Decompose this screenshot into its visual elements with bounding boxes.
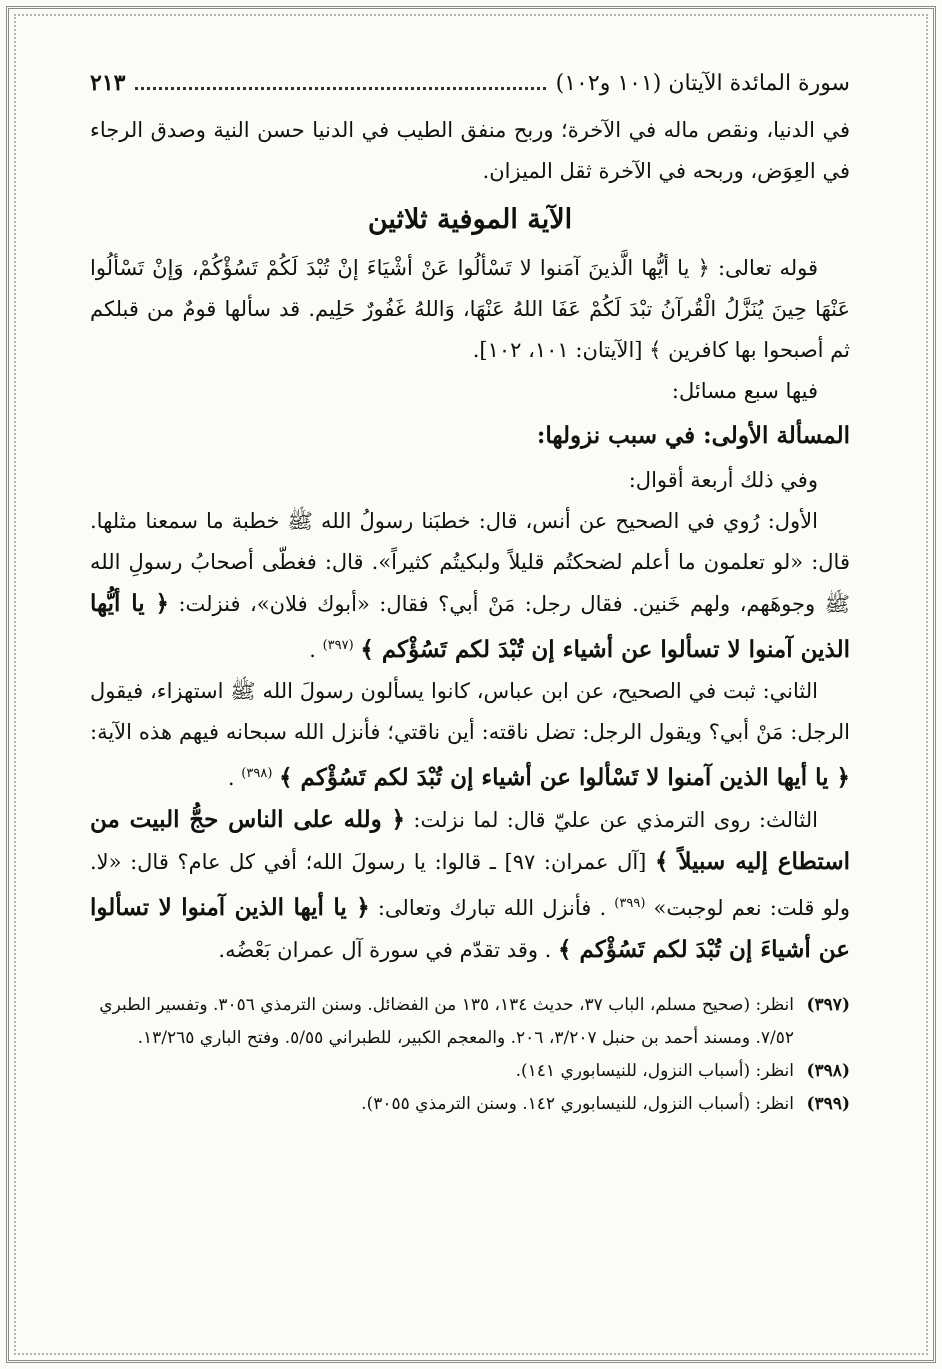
second-saying — [90, 671, 850, 799]
issues-count: فيها سبع مسائل: — [671, 379, 818, 403]
four-sayings: وفي ذلك أربعة أقوال: — [628, 468, 818, 492]
footnote-number: (٣٩٩) — [806, 1094, 850, 1114]
surah-title: سورة المائدة الآيتان (١٠١ و١٠٢) — [555, 70, 850, 96]
period: . — [309, 638, 316, 662]
leader-dots — [135, 77, 545, 90]
third-saying-text-b: [آل عمران: ٩٧] ـ قالوا: يا رسولَ الله؛ أفي كل عام؟ قال: «لا. ولو قلت: نعم لوجبت» — [90, 850, 850, 920]
first-saying-verse: ﴿ يا أيُّها الذين آمنوا لا تسألوا عن أشياء إن تُبْدَ لكم تَسُؤْكم ﴾ — [90, 590, 850, 663]
third-saying-text-a: الثالث: روى الترمذي عن عليّ قال: لما نزلت: — [413, 808, 818, 832]
third-saying-verse-1: ﴿ ولله على الناس حجُّ البيت من استطاع إليه سبيلاً ﴾ — [90, 806, 850, 875]
third-saying-verse-2: ﴿ يا أيها الذين آمنوا لا تسألوا عن أشياءَ إن تُبْدَ لكم تَسُؤْكم ﴾ — [90, 894, 850, 963]
footnote-number: (٣٩٧) — [806, 995, 850, 1015]
second-saying-text: الثاني: ثبت في الصحيح، عن ابن عباس، كانوا يسألون رسولَ الله ﷺ استهزاء، فيقول الرجل: مَنْ أبي؟ ويقول الرجل: تضل ناقته: أين ناقتي؛ فأنزل الله سبحانه فيهم هذه الآية: — [90, 679, 850, 744]
page-number: ٢١٣ — [90, 70, 126, 96]
footnotes — [90, 989, 850, 1121]
first-saying — [90, 501, 850, 671]
footnote-ref-398[interactable]: (٣٩٨) — [241, 766, 273, 781]
footnote-text: انظر: (أسباب النزول، للنيسابوري ١٤١). — [515, 1061, 794, 1081]
first-saying-text: الأول: رُوي في الصحيح عن أنس، قال: خطبَنا رسولُ الله ﷺ خطبة ما سمعنا مثلها. قال: «لو تعلمون ما أعلم لضحكتُم قليلاً ولبكيتُم كثيراً». قال: فغطّى أصحابُ رسولِ الله ﷺ وجوهَهم، ولهم خَنين. فقال رجل: مَنْ أبي؟ فقال: «أبوك فلان»، فنزلت: — [90, 509, 850, 616]
intro-paragraph: في الدنيا، ونقص ماله في الآخرة؛ وربح منفق الطيب في الدنيا حسن النية وصدق الرجاء في العِوَض، وربحه في الآخرة ثقل الميزان. — [90, 118, 850, 183]
section-heading: الآية الموفية ثلاثين — [367, 204, 573, 235]
footnote — [90, 1055, 850, 1088]
third-saying-text-c: . فأنزل الله تبارك وتعالى: — [377, 896, 607, 920]
footnote-text: انظر: (صحيح مسلم، الباب ٣٧، حديث ١٣٤، ١٣٥ من الفضائل. وسنن الترمذي ٣٠٥٦. وتفسير الطبري ٧/٥٢. ومسند أحمد بن حنبل ٣/٢٠٧، ٢٠٦. والمعجم الكبير، للطبراني ٥/٥٥. وفتح الباري ١٣/٢٦٥. — [99, 995, 794, 1048]
footnote-number: (٣٩٨) — [806, 1061, 850, 1081]
footnote — [90, 1088, 850, 1121]
running-header — [90, 70, 850, 102]
subheading: المسألة الأولى: في سبب نزولها: — [536, 422, 850, 449]
footnote — [90, 989, 850, 1055]
third-saying — [90, 799, 850, 971]
verse-paragraph: قوله تعالى: ﴿ يا أيُّها الَّذينَ آمَنوا لا تَسْألُوا عَنْ أشْيَاءَ إنْ تُبْدَ لَكُمْ تَسُؤْكُمْ، وَإنْ تَسْألُوا عَنْهَا حِينَ يُنَزَّلُ الْقُرآنُ تبْدَ لَكُمْ عَفَا اللهُ عَنْهَا، وَاللهُ غَفُورٌ حَلِيم. قد سألها قومٌ من قبلكم ثم أصبحوا بها كافرين ﴾ [الآيتان: ١٠١، ١٠٢]. — [90, 256, 850, 362]
footnote-ref-399[interactable]: (٣٩٩) — [614, 896, 646, 911]
second-saying-verse: ﴿ يا أيها الذين آمنوا لا تَسْألوا عن أشياء إن تُبْدَ لكم تَسُؤْكم ﴾ — [279, 764, 850, 791]
third-saying-text-d: . وقد تقدّم في سورة آل عمران بَعْضُه. — [218, 938, 552, 962]
period: . — [227, 766, 235, 790]
footnote-text: انظر: (أسباب النزول، للنيسابوري ١٤٢. وسنن الترمذي ٣٠٥٥). — [361, 1094, 794, 1114]
page-content — [90, 70, 850, 1121]
footnote-ref-397[interactable]: (٣٩٧) — [322, 638, 354, 653]
